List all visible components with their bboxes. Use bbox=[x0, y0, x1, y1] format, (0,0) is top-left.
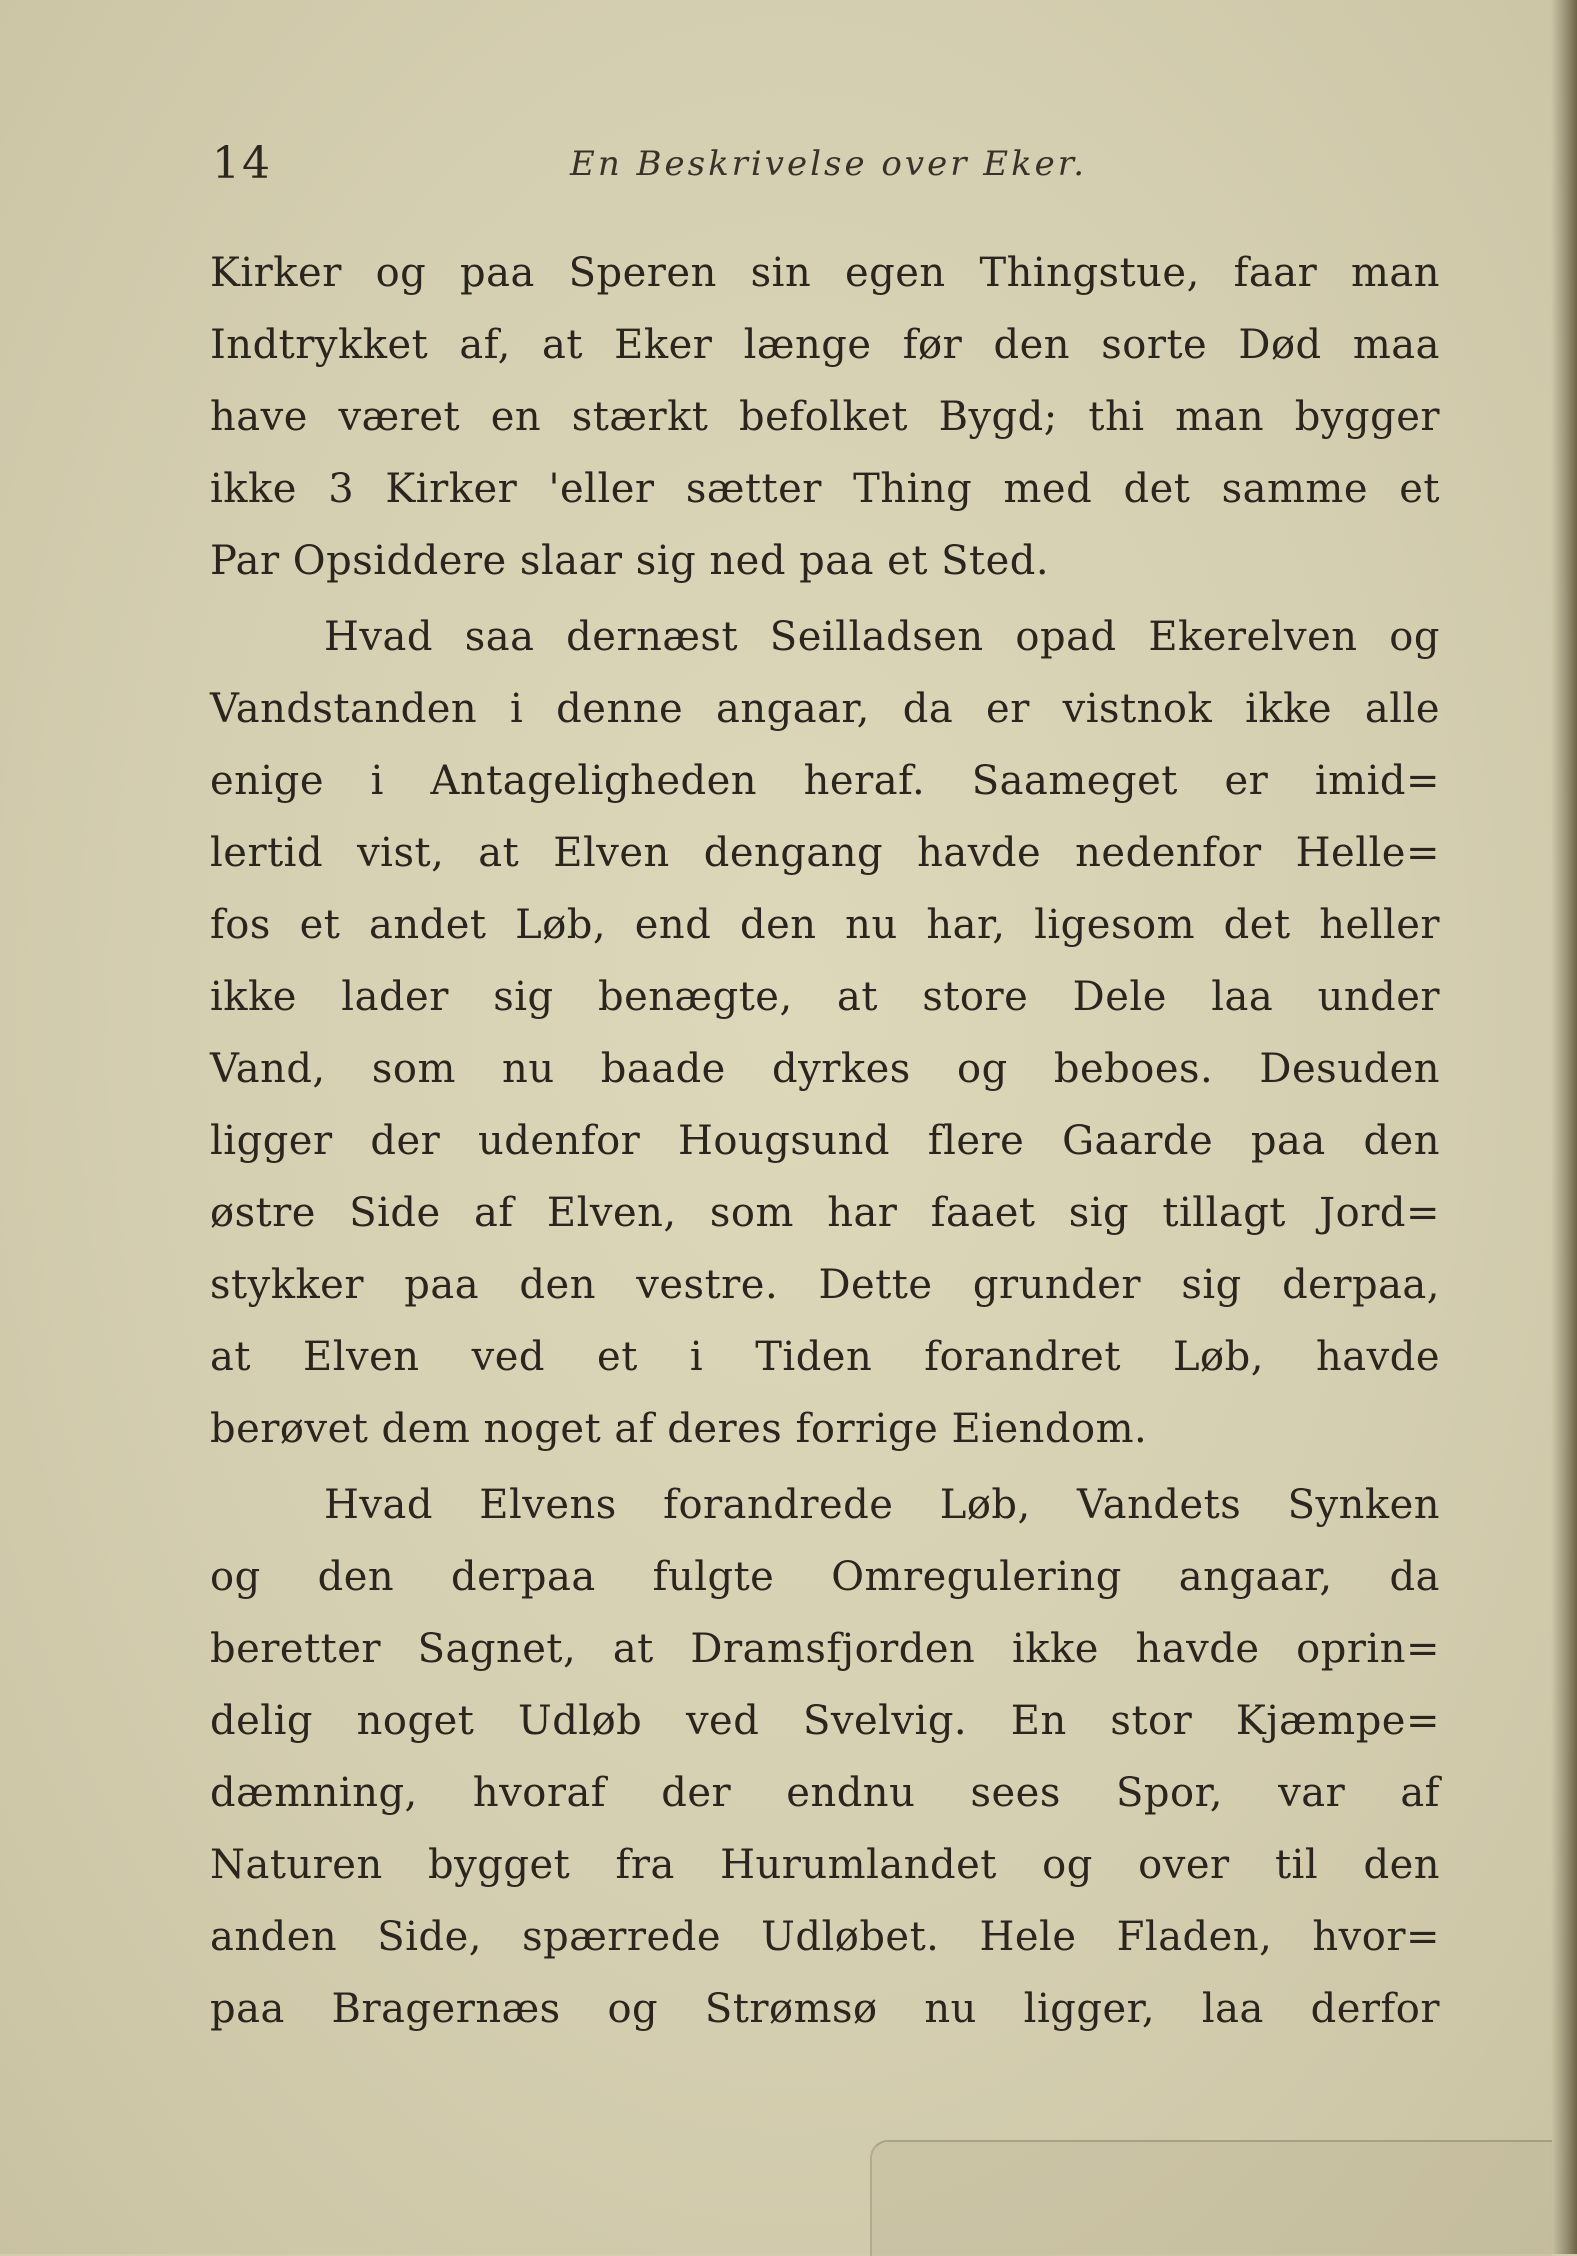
text-line: dæmning, hvoraf der endnu sees Spor, var af bbox=[210, 1770, 1440, 1816]
text-line: Vand, som nu baade dyrkes og beboes. Desuden bbox=[210, 1046, 1440, 1092]
page-header bbox=[210, 138, 1440, 198]
text-line: enige i Antageligheden heraf. Saameget er imid= bbox=[210, 758, 1440, 804]
text-line: stykker paa den vestre. Dette grunder sig derpaa, bbox=[210, 1262, 1440, 1308]
text-line: at Elven ved et i Tiden forandret Løb, havde bbox=[210, 1334, 1440, 1380]
text-line: Par Opsiddere slaar sig ned paa et Sted. bbox=[210, 538, 1050, 584]
text-line: Naturen bygget fra Hurumlandet og over til den bbox=[210, 1842, 1440, 1888]
paragraph-first-line: Hvad saa dernæst Seilladsen opad Ekerelven og bbox=[324, 614, 1440, 660]
text-line: ikke lader sig benægte, at store Dele laa under bbox=[210, 974, 1440, 1020]
text-line: anden Side, spærrede Udløbet. Hele Fladen, hvor= bbox=[210, 1914, 1440, 1960]
text-line: ligger der udenfor Hougsund flere Gaarde paa den bbox=[210, 1118, 1440, 1164]
text-line: Vandstanden i denne angaar, da er vistnok ikke alle bbox=[210, 686, 1440, 732]
running-title: En Beskrivelse over Eker. bbox=[570, 144, 1088, 184]
text-line: og den derpaa fulgte Omregulering angaar, da bbox=[210, 1554, 1440, 1600]
page-edge-shadow bbox=[1551, 0, 1577, 2254]
text-line: fos et andet Løb, end den nu har, ligesom det heller bbox=[210, 902, 1440, 948]
page-number: 14 bbox=[212, 138, 272, 189]
text-line: have været en stærkt befolket Bygd; thi man bygger bbox=[210, 394, 1440, 440]
text-line: delig noget Udløb ved Svelvig. En stor Kjæmpe= bbox=[210, 1698, 1440, 1744]
text-line: Kirker og paa Speren sin egen Thingstue, faar man bbox=[210, 250, 1440, 296]
page-corner-fold bbox=[870, 2140, 1552, 2256]
text-line: lertid vist, at Elven dengang havde nedenfor Helle= bbox=[210, 830, 1440, 876]
text-line: berøvet dem noget af deres forrige Eiendom. bbox=[210, 1406, 1148, 1452]
text-line: paa Bragernæs og Strømsø nu ligger, laa derfor bbox=[210, 1986, 1440, 2032]
text-line: Indtrykket af, at Eker længe før den sorte Død maa bbox=[210, 322, 1440, 368]
text-line: beretter Sagnet, at Dramsfjorden ikke havde oprin= bbox=[210, 1626, 1440, 1672]
paragraph-first-line: Hvad Elvens forandrede Løb, Vandets Synken bbox=[324, 1482, 1440, 1528]
text-line: ikke 3 Kirker 'eller sætter Thing med det samme et bbox=[210, 466, 1440, 512]
text-line: østre Side af Elven, som har faaet sig tillagt Jord= bbox=[210, 1190, 1440, 1236]
